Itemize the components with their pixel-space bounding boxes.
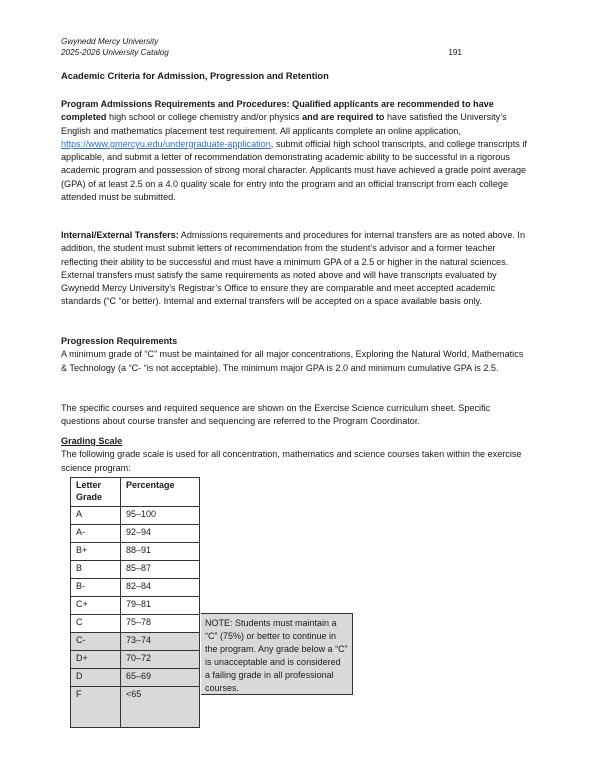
percentage-cell: 82–84 (121, 579, 200, 597)
percentage-cell: <65 (121, 687, 200, 728)
admissions-text-2: have satisfied the University’s English and mathematics placement test requirement. All applicants complete an online application, (61, 112, 507, 136)
grading-scale-table (70, 477, 200, 728)
admissions-bold-2: and are required to (302, 112, 385, 123)
grade-cell: C- (71, 633, 121, 651)
running-header (61, 36, 169, 58)
grade-cell: A- (71, 525, 121, 543)
transfers-label: Internal/External Transfers: (61, 230, 179, 240)
admissions-bold-1: Qualified applicants are recommended to have completed (61, 99, 494, 123)
percentage-cell: 92–94 (121, 525, 200, 543)
catalog-title: 2025-2026 University Catalog (61, 48, 169, 57)
percentage-cell: 79–81 (121, 597, 200, 615)
admissions-paragraph (61, 98, 531, 204)
grading-section (61, 435, 531, 475)
grading-intro: The following grade scale is used for all concentration, mathematics and science courses taken within the exercise science program: (61, 449, 522, 473)
table-row (71, 543, 200, 561)
grade-cell: B- (71, 579, 121, 597)
table-row (71, 615, 200, 633)
progression-section (61, 335, 531, 375)
section-title: Academic Criteria for Admission, Progression and Retention (61, 71, 329, 81)
table-header-row (71, 478, 200, 507)
column-header-letter-grade: Letter Grade (71, 478, 121, 507)
admissions-text-3: , submit official high school transcripts, and college transcripts if applicable, and submit a letter of recommendation demonstrating academic ability to be successful in a rigorous academic program and possession of strong moral character. Applicants must have achieved a grade point average (GPA) of at least 2.5 on a 4.0 quality scale for entry into the program and an official transcript from each college attended must be submitted. (61, 138, 527, 203)
percentage-cell: 70–72 (121, 651, 200, 669)
grade-cell: F (71, 687, 121, 728)
table-row (71, 687, 200, 728)
table-row (71, 669, 200, 687)
table-row (71, 633, 200, 651)
grade-cell: D (71, 669, 121, 687)
institution-name: Gwynedd Mercy University (61, 37, 159, 46)
grade-cell: D+ (71, 651, 121, 669)
column-header-percentage: Percentage (121, 478, 200, 507)
grade-cell: A (71, 507, 121, 525)
grading-note: NOTE: Students must maintain a “C” (75%) or better to continue in the program. Any grade below a “C” is unacceptable and is considered a failing grade in all professional courses. (201, 613, 353, 695)
table-row (71, 579, 200, 597)
grade-cell: C (71, 615, 121, 633)
grading-heading: Grading Scale (61, 436, 123, 446)
table-row (71, 651, 200, 669)
transfers-text: Admissions requirements and procedures for internal transfers are as noted above. In addition, the student must submit letters of recommendation from the student’s advisor and a former teacher reflecting their ability to be successful and must have a minimum GPA of a 2.5 or higher in the natural sciences. External transfers must satisfy the same requirements as noted above and will have transcripts evaluated by Gwynedd Mercy University’s Registrar’s Office to ensure they are comparable and meet accepted academic standards (“C “or better). Internal and external transfers will be accepted on a space available basis only. (61, 230, 526, 307)
curriculum-paragraph: The specific courses and required sequence are shown on the Exercise Science curriculum sheet. Specific questions about course transfer and sequencing are referred to the Program Coordinator. (61, 403, 491, 427)
grade-cell: C+ (71, 597, 121, 615)
progression-heading: Progression Requirements (61, 336, 178, 346)
transfers-paragraph (61, 229, 531, 309)
table-row (71, 561, 200, 579)
percentage-cell: 95–100 (121, 507, 200, 525)
admissions-label: Program Admissions Requirements and Procedures: (61, 99, 290, 109)
table-row (71, 597, 200, 615)
percentage-cell: 73–74 (121, 633, 200, 651)
progression-text: A minimum grade of “C” must be maintained for all major concentrations, Exploring the Natural World, Mathematics & Technology (a “C- “is not acceptable). The minimum major GPA is 2.0 and minimum cumulative GPA is 2.5. (61, 349, 524, 373)
percentage-cell: 75–78 (121, 615, 200, 633)
percentage-cell: 88–91 (121, 543, 200, 561)
table-row (71, 507, 200, 525)
grade-cell: B+ (71, 543, 121, 561)
percentage-cell: 85–87 (121, 561, 200, 579)
application-link[interactable]: https://www.gmercyu.edu/undergraduate-application (61, 138, 271, 149)
grade-cell: B (71, 561, 121, 579)
page-number: 191 (448, 48, 462, 57)
admissions-text-1: high school or college chemistry and/or physics (106, 112, 303, 123)
table-row (71, 525, 200, 543)
percentage-cell: 65–69 (121, 669, 200, 687)
